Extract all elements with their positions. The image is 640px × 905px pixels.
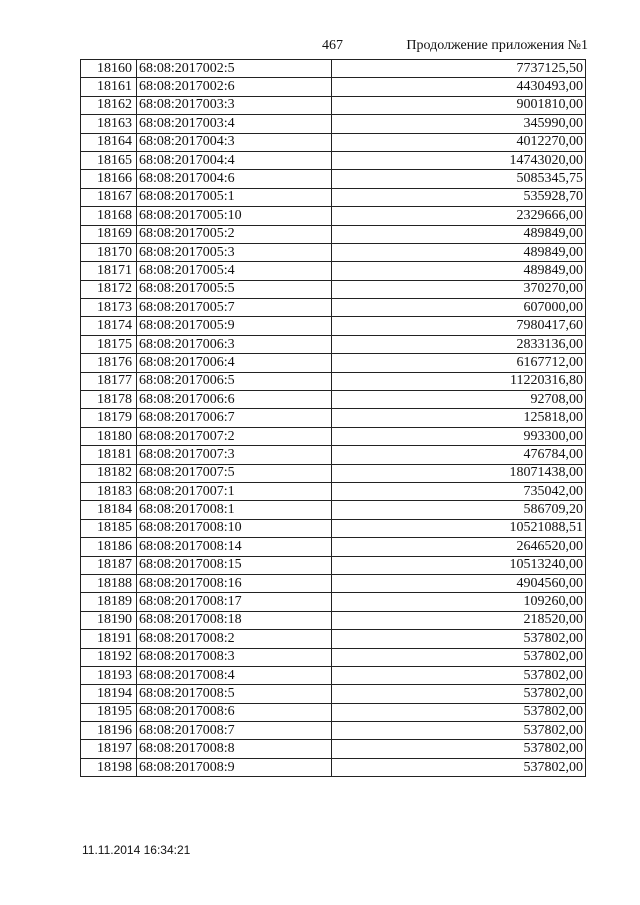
cadastral-number-cell: 68:08:2017005:3 [137,243,332,261]
cadastral-value-cell: 4012270,00 [332,133,586,151]
row-number-cell: 18164 [81,133,137,151]
table-row [81,391,586,409]
cadastral-number-cell: 68:08:2017005:1 [137,188,332,206]
row-number-cell: 18188 [81,574,137,592]
cadastral-value-cell: 4904560,00 [332,574,586,592]
cadastral-value-cell: 489849,00 [332,225,586,243]
table-row [81,556,586,574]
cadastral-value-cell: 735042,00 [332,482,586,500]
row-number-cell: 18190 [81,611,137,629]
cadastral-value-cell: 537802,00 [332,630,586,648]
cadastral-number-cell: 68:08:2017007:1 [137,482,332,500]
row-number-cell: 18193 [81,666,137,684]
table-row [81,354,586,372]
row-number-cell: 18170 [81,243,137,261]
table-row [81,464,586,482]
row-number-cell: 18166 [81,170,137,188]
row-number-cell: 18168 [81,207,137,225]
page-number: 467 [322,38,343,53]
row-number-cell: 18198 [81,758,137,776]
cadastral-value-cell: 2833136,00 [332,335,586,353]
row-number-cell: 18169 [81,225,137,243]
row-number-cell: 18196 [81,722,137,740]
row-number-cell: 18192 [81,648,137,666]
row-number-cell: 18186 [81,538,137,556]
row-number-cell: 18182 [81,464,137,482]
cadastral-number-cell: 68:08:2017008:17 [137,593,332,611]
cadastral-number-cell: 68:08:2017008:5 [137,685,332,703]
cadastral-value-table [80,59,586,777]
cadastral-value-cell: 537802,00 [332,703,586,721]
table-row [81,409,586,427]
cadastral-value-cell: 607000,00 [332,299,586,317]
cadastral-number-cell: 68:08:2017007:5 [137,464,332,482]
row-number-cell: 18165 [81,151,137,169]
cadastral-number-cell: 68:08:2017004:3 [137,133,332,151]
cadastral-number-cell: 68:08:2017008:18 [137,611,332,629]
table-row [81,703,586,721]
cadastral-value-cell: 586709,20 [332,501,586,519]
cadastral-value-cell: 993300,00 [332,427,586,445]
print-timestamp: 11.11.2014 16:34:21 [82,843,191,857]
cadastral-number-cell: 68:08:2017006:5 [137,372,332,390]
cadastral-number-cell: 68:08:2017005:9 [137,317,332,335]
cadastral-value-cell: 10521088,51 [332,519,586,537]
table-row [81,758,586,776]
row-number-cell: 18178 [81,391,137,409]
table-row [81,335,586,353]
cadastral-number-cell: 68:08:2017008:8 [137,740,332,758]
table-row [81,427,586,445]
cadastral-value-cell: 537802,00 [332,758,586,776]
table-row [81,280,586,298]
row-number-cell: 18197 [81,740,137,758]
row-number-cell: 18162 [81,96,137,114]
row-number-cell: 18185 [81,519,137,537]
cadastral-number-cell: 68:08:2017006:4 [137,354,332,372]
cadastral-number-cell: 68:08:2017008:6 [137,703,332,721]
cadastral-value-cell: 537802,00 [332,722,586,740]
cadastral-number-cell: 68:08:2017005:2 [137,225,332,243]
cadastral-value-cell: 476784,00 [332,446,586,464]
table-row [81,243,586,261]
table-row [81,611,586,629]
table-row [81,60,586,78]
table-row [81,170,586,188]
row-number-cell: 18181 [81,446,137,464]
cadastral-value-cell: 14743020,00 [332,151,586,169]
cadastral-value-cell: 489849,00 [332,262,586,280]
cadastral-number-cell: 68:08:2017007:2 [137,427,332,445]
table-row [81,96,586,114]
row-number-cell: 18173 [81,299,137,317]
table-row [81,115,586,133]
table-row [81,372,586,390]
table-row [81,446,586,464]
cadastral-value-cell: 7737125,50 [332,60,586,78]
table-body [81,60,586,777]
cadastral-number-cell: 68:08:2017005:10 [137,207,332,225]
cadastral-value-cell: 7980417,60 [332,317,586,335]
table-row [81,207,586,225]
table-row [81,151,586,169]
table-row [81,317,586,335]
cadastral-value-cell: 537802,00 [332,685,586,703]
row-number-cell: 18175 [81,335,137,353]
row-number-cell: 18179 [81,409,137,427]
cadastral-number-cell: 68:08:2017003:3 [137,96,332,114]
cadastral-value-cell: 537802,00 [332,740,586,758]
table-row [81,630,586,648]
cadastral-number-cell: 68:08:2017002:5 [137,60,332,78]
cadastral-number-cell: 68:08:2017004:4 [137,151,332,169]
cadastral-number-cell: 68:08:2017004:6 [137,170,332,188]
cadastral-number-cell: 68:08:2017005:4 [137,262,332,280]
row-number-cell: 18160 [81,60,137,78]
row-number-cell: 18189 [81,593,137,611]
row-number-cell: 18167 [81,188,137,206]
cadastral-value-cell: 537802,00 [332,648,586,666]
cadastral-value-cell: 535928,70 [332,188,586,206]
row-number-cell: 18176 [81,354,137,372]
table-row [81,666,586,684]
table-row [81,262,586,280]
row-number-cell: 18177 [81,372,137,390]
cadastral-number-cell: 68:08:2017003:4 [137,115,332,133]
table-row [81,685,586,703]
cadastral-value-cell: 9001810,00 [332,96,586,114]
row-number-cell: 18172 [81,280,137,298]
row-number-cell: 18163 [81,115,137,133]
cadastral-number-cell: 68:08:2017007:3 [137,446,332,464]
row-number-cell: 18171 [81,262,137,280]
cadastral-value-cell: 5085345,75 [332,170,586,188]
cadastral-value-cell: 4430493,00 [332,78,586,96]
cadastral-number-cell: 68:08:2017008:2 [137,630,332,648]
cadastral-value-cell: 125818,00 [332,409,586,427]
cadastral-number-cell: 68:08:2017008:3 [137,648,332,666]
table-row [81,722,586,740]
row-number-cell: 18161 [81,78,137,96]
table-row [81,593,586,611]
cadastral-value-cell: 345990,00 [332,115,586,133]
cadastral-number-cell: 68:08:2017002:6 [137,78,332,96]
row-number-cell: 18180 [81,427,137,445]
row-number-cell: 18194 [81,685,137,703]
cadastral-number-cell: 68:08:2017008:14 [137,538,332,556]
table-row [81,188,586,206]
cadastral-value-cell: 10513240,00 [332,556,586,574]
cadastral-number-cell: 68:08:2017008:1 [137,501,332,519]
table-row [81,225,586,243]
cadastral-number-cell: 68:08:2017008:9 [137,758,332,776]
cadastral-value-cell: 218520,00 [332,611,586,629]
table-row [81,538,586,556]
cadastral-value-cell: 11220316,80 [332,372,586,390]
row-number-cell: 18184 [81,501,137,519]
row-number-cell: 18187 [81,556,137,574]
cadastral-number-cell: 68:08:2017008:10 [137,519,332,537]
table-row [81,648,586,666]
row-number-cell: 18174 [81,317,137,335]
cadastral-number-cell: 68:08:2017005:7 [137,299,332,317]
cadastral-number-cell: 68:08:2017006:7 [137,409,332,427]
table-row [81,299,586,317]
table-row [81,78,586,96]
cadastral-value-cell: 92708,00 [332,391,586,409]
row-number-cell: 18183 [81,482,137,500]
cadastral-value-cell: 2646520,00 [332,538,586,556]
cadastral-number-cell: 68:08:2017006:6 [137,391,332,409]
cadastral-value-cell: 370270,00 [332,280,586,298]
cadastral-value-cell: 537802,00 [332,666,586,684]
cadastral-number-cell: 68:08:2017008:4 [137,666,332,684]
cadastral-value-cell: 6167712,00 [332,354,586,372]
cadastral-number-cell: 68:08:2017006:3 [137,335,332,353]
table-row [81,482,586,500]
cadastral-number-cell: 68:08:2017008:15 [137,556,332,574]
cadastral-number-cell: 68:08:2017008:7 [137,722,332,740]
cadastral-number-cell: 68:08:2017008:16 [137,574,332,592]
cadastral-value-cell: 18071438,00 [332,464,586,482]
table-row [81,740,586,758]
cadastral-value-cell: 109260,00 [332,593,586,611]
cadastral-number-cell: 68:08:2017005:5 [137,280,332,298]
row-number-cell: 18191 [81,630,137,648]
table-row [81,133,586,151]
row-number-cell: 18195 [81,703,137,721]
table-row [81,574,586,592]
cadastral-value-cell: 2329666,00 [332,207,586,225]
table-row [81,519,586,537]
table-row [81,501,586,519]
cadastral-value-cell: 489849,00 [332,243,586,261]
continuation-heading: Продолжение приложения №1 [406,38,588,53]
